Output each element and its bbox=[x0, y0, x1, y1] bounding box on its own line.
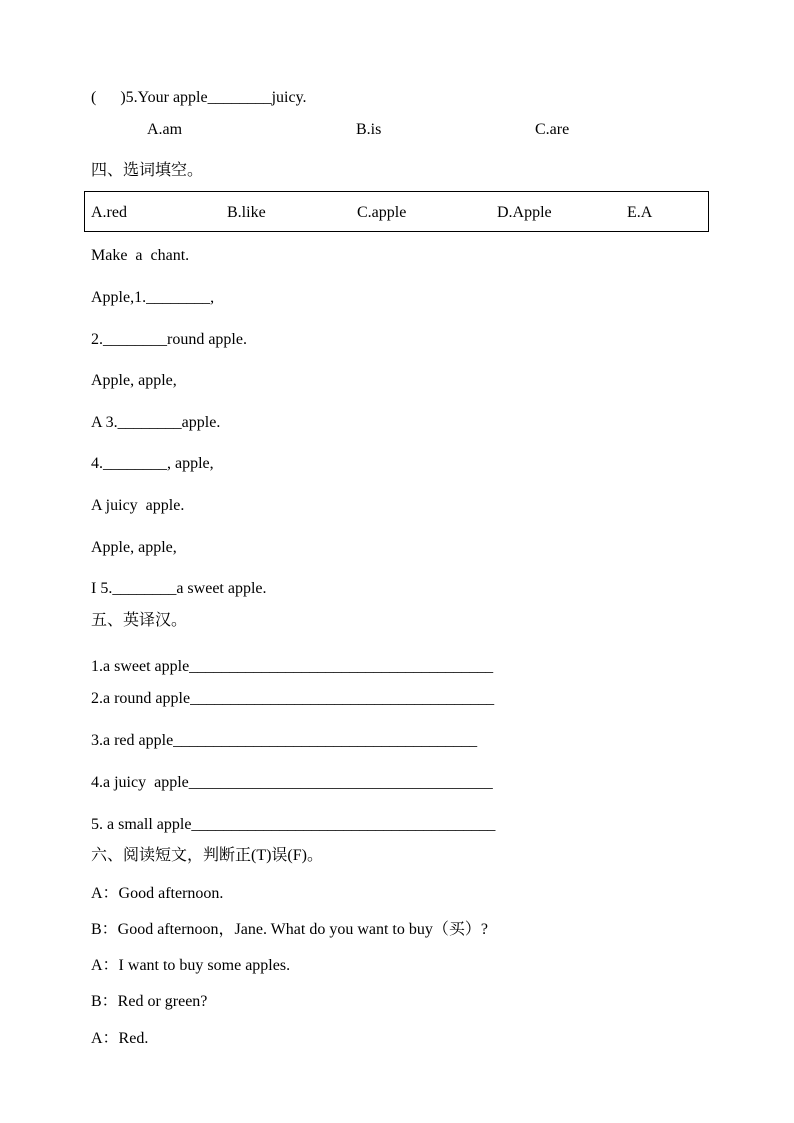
translation-item: 3.a red apple______________________________________ bbox=[91, 732, 478, 749]
chant-line: 2.________round apple. bbox=[91, 331, 247, 348]
option-c: C.are bbox=[535, 121, 570, 138]
question-5-stem: ( )5.Your apple________juicy. bbox=[91, 89, 307, 106]
translation-item: 5. a small apple______________________________________ bbox=[91, 816, 496, 833]
dialogue-line: B：Red or green? bbox=[91, 993, 208, 1010]
dialogue-line: A：Good afternoon. bbox=[91, 885, 224, 902]
dialogue-line: A：Red. bbox=[91, 1030, 149, 1047]
word-bank-item: C.apple bbox=[357, 204, 407, 221]
chant-line: Apple, apple, bbox=[91, 372, 177, 389]
chant-line: I 5.________a sweet apple. bbox=[91, 580, 267, 597]
section-4-title: 四、选词填空。 bbox=[91, 162, 204, 179]
translation-item: 2.a round apple______________________________________ bbox=[91, 690, 495, 707]
option-b: B.is bbox=[356, 121, 382, 138]
word-bank-item: B.like bbox=[227, 204, 266, 221]
chant-line: 4.________, apple, bbox=[91, 455, 214, 472]
word-bank-item: D.Apple bbox=[497, 204, 552, 221]
translation-item: 4.a juicy apple______________________________________ bbox=[91, 774, 493, 791]
chant-line: Make a chant. bbox=[91, 247, 190, 264]
chant-line: A juicy apple. bbox=[91, 497, 185, 514]
word-bank-item: A.red bbox=[91, 204, 127, 221]
section-6-title: 六、阅读短文，判断正(T)误(F)。 bbox=[91, 847, 323, 864]
chant-line: A 3.________apple. bbox=[91, 414, 221, 431]
section-5-title: 五、英译汉。 bbox=[91, 612, 188, 629]
dialogue-line: A：I want to buy some apples. bbox=[91, 957, 291, 974]
chant-line: Apple,1.________, bbox=[91, 289, 215, 306]
word-bank-item: E.A bbox=[627, 204, 653, 221]
word-bank-box bbox=[84, 191, 709, 232]
option-a: A.am bbox=[147, 121, 183, 138]
translation-item: 1.a sweet apple______________________________________ bbox=[91, 658, 494, 675]
chant-line: Apple, apple, bbox=[91, 539, 177, 556]
dialogue-line: B：Good afternoon，Jane. What do you want to buy（买）? bbox=[91, 921, 488, 938]
